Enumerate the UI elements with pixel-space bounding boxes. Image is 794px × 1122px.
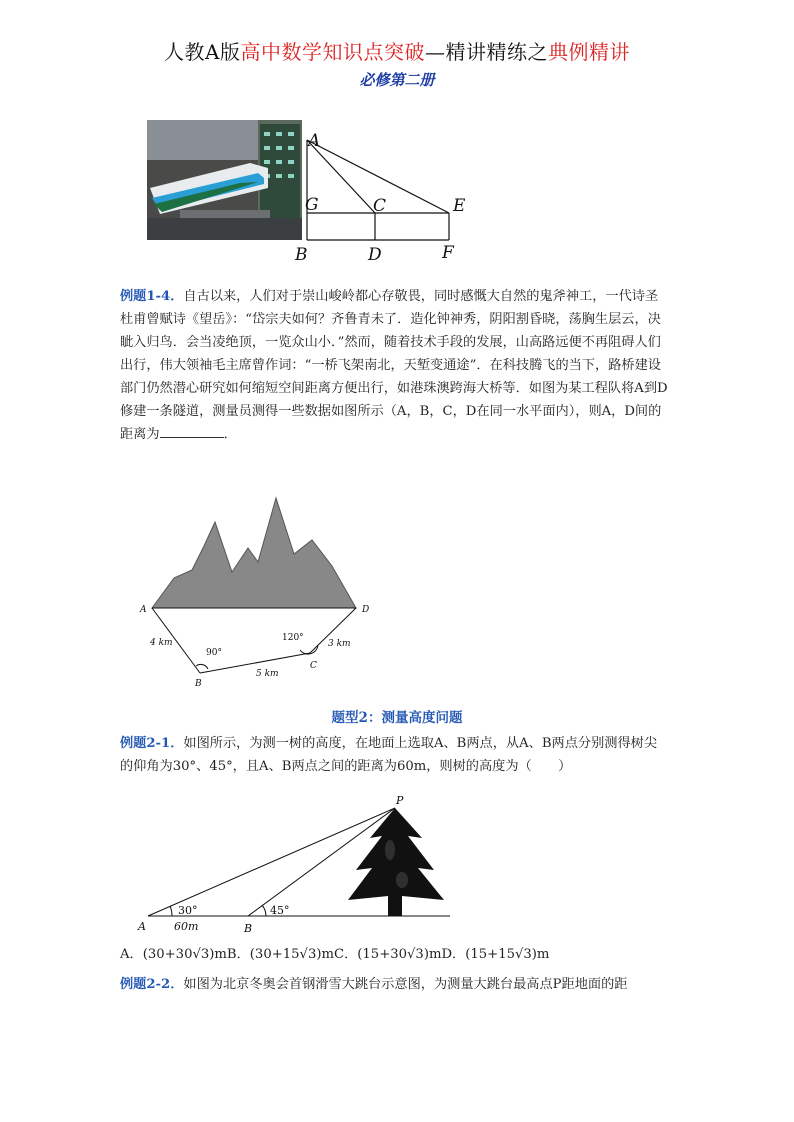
figure-monorail (140, 118, 480, 268)
mountain-shape (152, 498, 356, 608)
label-A: A (138, 920, 146, 933)
label-E: E (453, 196, 466, 216)
label-angle-45: 45° (270, 904, 290, 917)
answer-blank[interactable] (160, 425, 224, 438)
example-end: ． (223, 427, 237, 442)
page-title (0, 38, 794, 66)
example-text: 如图所示，为测一树的高度，在地面上选取A、B两点，从A、B两点分别测得树尖的仰角为30°、45°，且A、B两点之间的距离为60m，则树的高度为（ ） (120, 736, 658, 774)
label-B: B (244, 922, 253, 935)
example-text: 如图为北京冬奥会首钢滑雪大跳台示意图，为测量大跳台最高点P距地面的距 (183, 977, 628, 992)
label-B: B (195, 679, 202, 689)
title-part-2: 高中数学知识点突破 (240, 40, 425, 64)
monorail-photo (147, 120, 302, 240)
label-angle-b: 90° (206, 648, 222, 658)
label-cd: 3 km (328, 639, 351, 649)
label-ab: 4 km (150, 638, 173, 648)
title-part-3: —精讲精练之 (424, 40, 548, 64)
label-G: G (305, 195, 319, 215)
label-D: D (368, 245, 382, 265)
label-A: A (308, 131, 321, 151)
page-header (0, 38, 794, 90)
example-1-4 (120, 285, 668, 446)
example-2-2 (120, 973, 668, 996)
label-dist: 60m (174, 920, 199, 933)
example-label: 例题2-1． (120, 736, 184, 751)
label-bc: 5 km (256, 669, 279, 679)
label-F: F (442, 243, 454, 263)
title-part-1: 人教A版 (164, 40, 241, 64)
label-C: C (310, 661, 317, 671)
example-2-1 (120, 732, 668, 778)
label-angle-c: 120° (282, 633, 304, 643)
label-angle-30: 30° (178, 904, 198, 917)
label-C: C (373, 196, 387, 216)
label-D: D (362, 605, 370, 615)
label-P: P (396, 794, 404, 807)
answer-options (120, 943, 668, 966)
section-title: 题型2：测量高度问题 (331, 710, 463, 726)
example-label: 例题1-4． (120, 289, 184, 304)
title-part-4: 典例精讲 (547, 40, 630, 64)
figure-tree (120, 790, 460, 940)
tree-shape (348, 808, 444, 916)
example-label: 例题2-2． (120, 977, 184, 992)
page-subtitle: 必修第二册 (359, 71, 435, 89)
label-B: B (295, 245, 308, 265)
geometry-lines (307, 140, 449, 240)
label-A: A (140, 605, 147, 615)
options-text[interactable]: A．(30+30√3)mB．(30+15√3)mC．(15+30√3)mD．(15+15√3)m (120, 947, 550, 962)
example-text: 自古以来，人们对于崇山峻岭都心存敬畏，同时感慨大自然的鬼斧神工，一代诗圣杜甫曾赋诗《望岳》：“岱宗夫如何？齐鲁青未了．造化钟神秀，阴阳割昏晓，荡胸生层云，决眦入归鸟．会当凌绝顶，一览众山小．”然而，随着技术手段的发展，山高路远便不再阻碍人们出行，伟大领袖毛主席曾作词：“一桥飞架南北，天堑变通途”．在科技腾飞的当下，路桥建设部门仍然潜心研究如何缩短空间距离方便出行，如港珠澳跨海大桥等．如图为某工程队将A到D修建一条隧道，测量员测得一些数据如图所示（A，B，C，D在同一水平面内），则A，D间的距离为 (120, 289, 668, 442)
figure-mountain (130, 490, 390, 690)
